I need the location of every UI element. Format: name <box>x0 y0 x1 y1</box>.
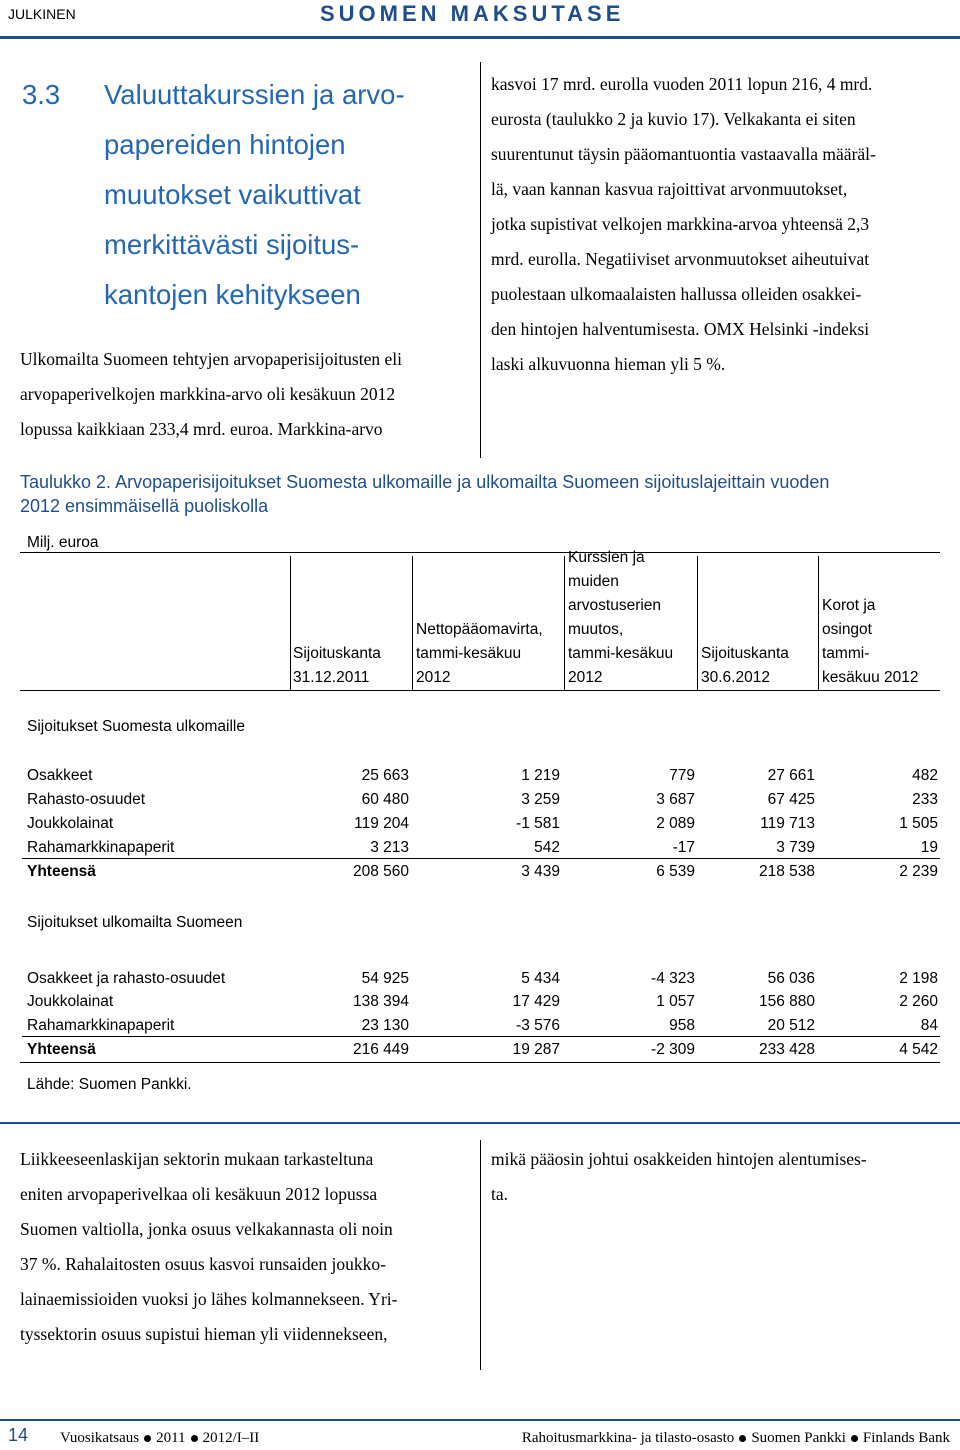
text-line: lainaemissioiden vuoksi jo lähes kolmannekseen. Yri- <box>20 1289 398 1309</box>
bullet-icon <box>191 1435 198 1442</box>
row-label: Rahamarkkinapaperit <box>27 1017 175 1034</box>
header-rule <box>0 36 960 39</box>
cell: 20 512 <box>767 1017 815 1034</box>
body-text-column-left <box>20 342 402 447</box>
row-label: Rahamarkkinapaperit <box>27 839 175 856</box>
cell: 1 219 <box>521 767 560 784</box>
cell: 119 713 <box>760 815 815 832</box>
cell: 60 480 <box>361 791 409 808</box>
text-line: laski alkuvuonna hieman yli 5 %. <box>491 354 726 374</box>
cell: 84 <box>920 1017 938 1034</box>
row-label: Yhteensä <box>27 863 96 880</box>
table-row <box>27 764 940 788</box>
cell: 208 560 <box>352 863 409 880</box>
text-line: mrd. eurolla. Negatiiviset arvonmuutokset aiheutuivat <box>491 249 870 269</box>
cell: 2 260 <box>899 993 938 1010</box>
section-rule <box>0 1122 960 1124</box>
cell: 3 439 <box>521 863 560 880</box>
cell: -2 309 <box>651 1041 695 1058</box>
text-line: 37 %. Rahalaitosten osuus kasvoi runsaiden joukko- <box>20 1254 386 1274</box>
table-unit: Milj. euroa <box>27 534 99 551</box>
cell: 542 <box>534 839 560 856</box>
table-total-row <box>27 1038 940 1062</box>
cell: 482 <box>912 767 938 784</box>
section-number: 3.3 <box>22 79 61 110</box>
cell: 233 428 <box>758 1041 815 1058</box>
cell: 958 <box>669 1017 695 1034</box>
cell: 5 434 <box>521 970 560 987</box>
cell: 3 687 <box>656 791 695 808</box>
header-bottom-rule <box>20 690 940 691</box>
header-separator <box>818 556 819 690</box>
text-line: eniten arvopaperivelkaa oli kesäkuun 2012 lopussa <box>20 1184 378 1204</box>
heading-line: papereiden hintojen <box>104 129 346 160</box>
table-source: Lähde: Suomen Pankki. <box>27 1076 192 1093</box>
column-header-interest-dividends: Korot ja osingot tammi- kesäkuu 2012 <box>822 597 919 686</box>
text-line: ta. <box>491 1184 509 1204</box>
text-line: tyssektorin osuus supistui hieman yli viidennekseen, <box>20 1324 388 1344</box>
table-total-row <box>27 860 940 884</box>
column-divider <box>480 1140 481 1370</box>
section-heading <box>22 70 452 320</box>
text-line: puolestaan ulkomaalaisten hallussa olleiden osakkei- <box>491 284 862 304</box>
cell: 218 538 <box>758 863 815 880</box>
row-label: Joukkolainat <box>27 815 114 832</box>
heading-line: kantojen kehitykseen <box>104 279 361 310</box>
cell: 54 925 <box>361 970 409 987</box>
column-header-valuation-changes: Kurssien ja muiden arvostuserien muutos, tammi-kesäkuu 2012 <box>568 549 674 686</box>
table-row <box>27 1014 940 1038</box>
cell: -17 <box>672 839 695 856</box>
cell: 19 287 <box>512 1041 560 1058</box>
header-separator <box>412 556 413 690</box>
table-section-title: Sijoitukset Suomesta ulkomaille <box>27 718 245 735</box>
header-separator <box>564 556 565 690</box>
heading-line: 3.3 Valuuttakurssien ja arvo- <box>22 70 452 120</box>
table-bottom-rule <box>20 1062 940 1063</box>
text-line: jotka supistivat velkojen markkina-arvoa yhteensä 2,3 <box>491 214 870 234</box>
bullet-icon <box>851 1435 858 1442</box>
text-line: arvopaperivelkojen markkina-arvo oli kesäkuun 2012 <box>20 384 396 404</box>
row-label: Osakkeet <box>27 767 93 784</box>
row-label: Osakkeet ja rahasto-osuudet <box>27 970 226 987</box>
cell: 23 130 <box>361 1017 409 1034</box>
cell: 216 449 <box>352 1041 409 1058</box>
table-section-title: Sijoitukset ulkomailta Suomeen <box>27 914 243 931</box>
text-line: lopussa kaikkiaan 233,4 mrd. euroa. Markkina-arvo <box>20 419 383 439</box>
cell: 2 198 <box>899 970 938 987</box>
cell: 25 663 <box>361 767 409 784</box>
cell: 1 057 <box>656 993 695 1010</box>
cell: -1 581 <box>516 815 560 832</box>
text-line: kasvoi 17 mrd. eurolla vuoden 2011 lopun 216, 4 mrd. <box>491 74 873 94</box>
cell: 3 213 <box>370 839 409 856</box>
caption-line: Taulukko 2. Arvopaperisijoitukset Suomesta ulkomaille ja ulkomailta Suomeen sijoituslajeittain vuoden <box>20 472 830 492</box>
cell: 3 259 <box>521 791 560 808</box>
text-line: Liikkeeseenlaskijan sektorin mukaan tarkasteltuna <box>20 1149 374 1169</box>
total-rule <box>22 1036 940 1037</box>
row-label: Rahasto-osuudet <box>27 791 146 808</box>
column-header-net-flow: Nettopääomavirta, tammi-kesäkuu 2012 <box>416 621 543 686</box>
text-line: Suomen valtiolla, jonka osuus velkakannasta oli noin <box>20 1219 393 1239</box>
table-caption <box>20 470 950 518</box>
cell: 6 539 <box>656 863 695 880</box>
text-line: Ulkomailta Suomeen tehtyjen arvopaperisijoitusten eli <box>20 349 402 369</box>
column-divider <box>480 62 481 458</box>
cell: -4 323 <box>651 970 695 987</box>
table-row <box>27 788 940 812</box>
text-line: lä, vaan kannan kasvua rajoittivat arvonmuutokset, <box>491 179 848 199</box>
body-text-column-right <box>491 67 876 382</box>
total-rule <box>22 858 940 859</box>
row-label: Joukkolainat <box>27 993 114 1010</box>
footer-publication: Vuosikatsaus 2011 2012/I–II <box>60 1430 260 1446</box>
cell: 3 739 <box>776 839 815 856</box>
bullet-icon <box>739 1435 746 1442</box>
table-row <box>27 967 940 991</box>
cell: -3 576 <box>516 1017 560 1034</box>
text-line: den hintojen halventumisesta. OMX Helsinki -indeksi <box>491 319 870 339</box>
header-separator <box>290 556 291 690</box>
table-row <box>27 836 940 860</box>
bullet-icon <box>144 1435 151 1442</box>
cell: 2 089 <box>656 815 695 832</box>
header-separator <box>697 556 698 690</box>
caption-line: 2012 ensimmäisellä puoliskolla <box>20 496 269 516</box>
cell: 779 <box>669 767 695 784</box>
body-text-column-right <box>491 1142 867 1212</box>
text-line: eurosta (taulukko 2 ja kuvio 17). Velkakanta ei siten <box>491 109 856 129</box>
column-header-position-end: Sijoituskanta 30.6.2012 <box>701 645 789 686</box>
classification-label: JULKINEN <box>8 6 76 22</box>
cell: 138 394 <box>352 993 409 1010</box>
footer-organisation: Rahoitusmarkkina- ja tilasto-osasto Suomen Pankki Finlands Bank <box>521 1430 950 1446</box>
footer-rule <box>0 1419 960 1421</box>
body-text-column-left <box>20 1142 397 1352</box>
cell: 1 505 <box>899 815 938 832</box>
cell: 233 <box>912 791 938 808</box>
cell: 119 204 <box>354 815 409 832</box>
table-row <box>27 812 940 836</box>
cell: 56 036 <box>767 970 815 987</box>
text-line: mikä pääosin johtui osakkeiden hintojen alentumises- <box>491 1149 867 1169</box>
cell: 27 661 <box>767 767 815 784</box>
heading-line: muutokset vaikuttivat <box>104 179 361 210</box>
column-header-position-start: Sijoituskanta 31.12.2011 <box>293 645 381 686</box>
cell: 17 429 <box>512 993 560 1010</box>
text-line: suurentunut täysin pääomantuontia vastaavalla määräl- <box>491 144 876 164</box>
cell: 156 880 <box>758 993 815 1010</box>
row-label: Yhteensä <box>27 1041 96 1058</box>
table-row <box>27 990 940 1014</box>
page-number: 14 <box>8 1425 29 1445</box>
cell: 67 425 <box>767 791 815 808</box>
cell: 2 239 <box>899 863 938 880</box>
heading-line: merkittävästi sijoitus- <box>104 229 360 260</box>
publication-title: SUOMEN MAKSUTASE <box>320 1 625 26</box>
cell: 19 <box>920 839 938 856</box>
cell: 4 542 <box>899 1041 938 1058</box>
